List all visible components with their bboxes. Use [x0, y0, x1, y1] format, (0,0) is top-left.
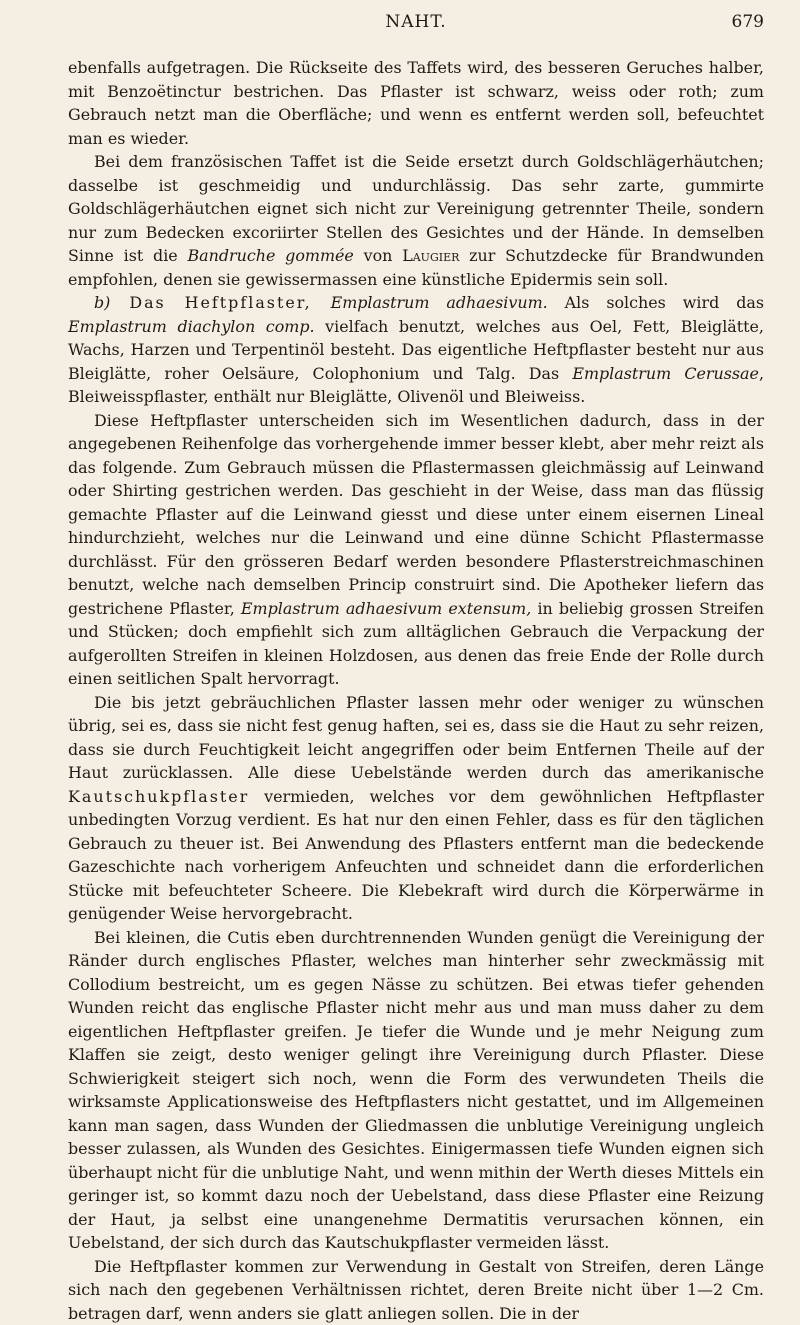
paragraph-2-text-c: zur Schutzdecke für Brandwunden empfohlen, denen sie gewissermassen eine künstliche Epidermis sein soll. — [68, 246, 764, 289]
paragraph-2 — [68, 150, 764, 291]
paragraph-5-text-b: vermieden, welches vor dem gewöhnlichen Heftpflaster unbedingten Vorzug verdient. Es hat nur den einen Fehler, dass es für den täglichen Gebrauch zu theuer ist. Bei Anwendung des Pflasters entfernt man die bedeckende Gazeschichte nach vorherigem Anfeuchten und schneidet dann die erforderlichen Stücke mit befeuchteter Scheere. Die Klebekraft wird durch die Körperwärme in genügender Weise hervorgebracht. — [68, 787, 764, 924]
paragraph-4 — [68, 409, 764, 691]
paragraph-2-text: Bei dem französischen Taffet ist die Seide ersetzt durch Goldschlägerhäutchen; dasselbe ist geschmeidig und undurchlässig. Das sehr zarte, gummirte Goldschlägerhäutchen eignet sich nicht zur Vereinigung getrennter Theile, sondern nur zum Bedecken excoriirter Stellen des Gesichtes und der Hände. In demselben Sinne ist die — [68, 152, 764, 265]
term-emplastrum-diachylon: Emplastrum diachylon comp. — [68, 317, 315, 336]
paragraph-3-text: Als solches wird das — [548, 293, 764, 312]
paragraph-2-text-b: von — [354, 246, 402, 265]
paragraph-5-text: Die bis jetzt gebräuchlichen Pflaster lassen mehr oder weniger zu wünschen übrig, sei es, dass sie nicht fest genug haften, sei es, dass sie die Haut zu sehr reizen, dass sie durch Feuchtigkeit leicht angegriffen oder beim Entfernen Theile auf der Haut zurücklassen. Alle diese Uebelstände werden durch das amerikanische — [68, 693, 764, 783]
paragraph-5 — [68, 691, 764, 926]
term-kautschukpflaster: Kautschukpflaster — [68, 787, 249, 806]
author-laugier: Laugier — [402, 246, 459, 265]
term-bandruche: Bandruche gommée — [187, 246, 353, 265]
heading-heftpflaster: Das Heftpflaster, — [110, 293, 330, 312]
paragraph-4-text-b: in beliebig grossen Streifen und Stücken; doch empfiehlt sich zum alltäglichen Gebrauch die Verpackung der aufgerollten Streifen in kleinen Holzdosen, aus denen das freie Ende der Rolle durch einen seitlichen Spalt hervorragt. — [68, 599, 764, 689]
term-emplastrum-adhaesivum: Emplastrum adhaesivum. — [331, 293, 548, 312]
paragraph-7 — [68, 1255, 764, 1325]
paragraph-1 — [68, 56, 764, 150]
paragraph-3 — [68, 291, 764, 409]
term-emplastrum-extensum: Emplastrum adhaesivum extensum, — [241, 599, 531, 618]
running-title: NAHT. — [68, 12, 764, 32]
paragraph-6 — [68, 926, 764, 1255]
section-marker-b: b) — [94, 293, 110, 312]
paragraph-4-text: Diese Heftpflaster unterscheiden sich im Wesentlichen dadurch, dass in der angegebenen Reihenfolge das vorhergehende immer besser klebt, aber mehr reizt als das folgende. Zum Gebrauch müssen die Pflastermassen gleichmässig auf Leinwand oder Shirting gestrichen werden. Das geschieht in der Weise, dass man das flüssig gemachte Pflaster auf die Leinwand giesst und diese unter einem eisernen Lineal hindurchzieht, welches nur die Leinwand und eine dünne Schicht Pflastermasse durchlässt. Für den grösseren Bedarf werden besondere Pflasterstreichmaschinen benutzt, welche nach demselben Princip construirt sind. Die Apotheker liefern das gestrichene Pflaster, — [68, 411, 764, 618]
page-number: 679 — [732, 12, 764, 32]
paragraph-3-text-c: , Bleiweisspflaster, enthält nur Bleiglätte, Olivenöl und Bleiweiss. — [68, 364, 764, 407]
paragraph-3-text-b: vielfach benutzt, welches aus Oel, Fett, Bleiglätte, Wachs, Harzen und Terpentinöl besteht. Das eigentliche Heftpflaster besteht nur aus Bleiglätte, roher Oelsäure, Colophonium und Talg. Das — [68, 317, 764, 383]
paragraph-6-text: Bei kleinen, die Cutis eben durchtrennenden Wunden genügt die Vereinigung der Ränder durch englisches Pflaster, welches man hinterher sehr zweckmässig mit Collodium bestreicht, um es gegen Nässe zu schützen. Bei etwas tiefer gehenden Wunden reicht das englische Pflaster nicht mehr aus und man muss daher zu dem eigentlichen Heftpflaster greifen. Je tiefer die Wunde und je mehr Neigung zum Klaffen sie zeigt, desto weniger gelingt ihre Vereinigung durch Pflaster. Diese Schwierigkeit steigert sich noch, wenn die Form des verwundeten Theils die wirksamste Applicationsweise des Heftpflasters nicht gestattet, und im Allgemeinen kann man sagen, dass Wunden der Gliedmassen die unblutige Vereinigung ungleich besser zulassen, als Wunden des Gesichtes. Einigermassen tiefe Wunden eignen sich überhaupt nicht für die unblutige Naht, und wenn mithin der Werth dieses Mittels ein geringer ist, so kommt dazu noch der Uebelstand, dass diese Pflaster eine Reizung der Haut, ja selbst eine unangenehme Dermatitis verursachen können, ein Uebelstand, der sich durch das Kautschukpflaster vermeiden lässt. — [68, 928, 764, 1253]
paragraph-7-text: Die Heftpflaster kommen zur Verwendung in Gestalt von Streifen, deren Länge sich nach den gegebenen Verhältnissen richtet, deren Breite nicht über 1—2 Cm. betragen darf, wenn anders sie glatt anliegen sollen. Die in der — [68, 1257, 764, 1323]
paragraph-1-text: ebenfalls aufgetragen. Die Rückseite des Taffets wird, des besseren Geruches halber, mit Benzoëtinctur bestrichen. Das Pflaster ist schwarz, weiss oder roth; zum Gebrauch netzt man die Oberfläche; und wenn es entfernt werden soll, befeuchtet man es wieder. — [68, 58, 764, 148]
term-emplastrum-cerussae: Emplastrum Cerussae — [572, 364, 759, 383]
body-text — [68, 56, 764, 1325]
running-header — [68, 8, 764, 38]
